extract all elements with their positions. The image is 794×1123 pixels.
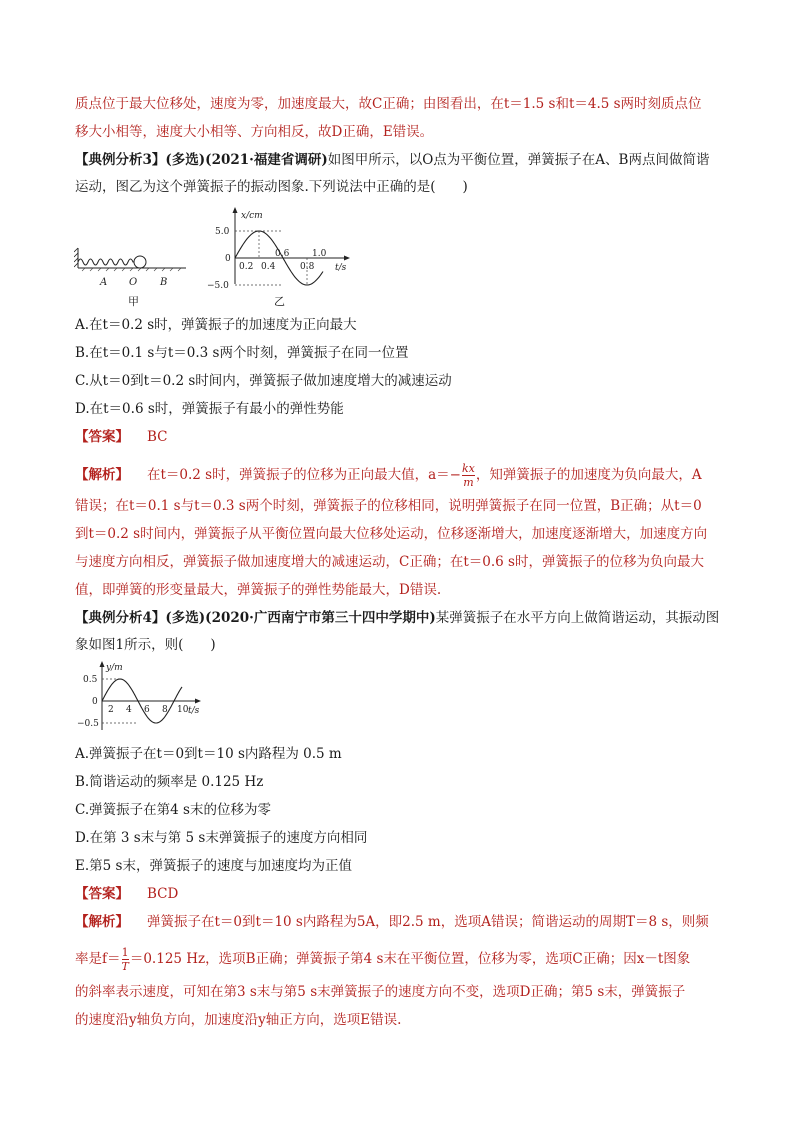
example-tag: 【典例分析3】 bbox=[75, 152, 166, 168]
label-a: A bbox=[100, 277, 108, 288]
analysis-text: ＝0.125 Hz，选项B正确；弹簧振子第4 s末在平衡位置，位移为零，选项C正确；因x－t图象 bbox=[129, 951, 691, 967]
label-o: O bbox=[129, 277, 138, 288]
analysis-text: 弹簧振子在t＝0到t＝10 s内路程为5A，即2.5 m，选项A错误；简谐运动的周期T＝8 s，则频 bbox=[147, 914, 709, 930]
example-4-question-line: 象如图1所示，则( ) bbox=[75, 637, 216, 653]
x-axis-label: t/s bbox=[188, 706, 200, 716]
x-tick-0.6: 0.6 bbox=[275, 249, 290, 259]
fraction-1-over-t: $\frac{1}{T}$ bbox=[121, 946, 129, 973]
option-b: B.在t＝0.1 s与t＝0.3 s两个时刻，弹簧振子在同一位置 bbox=[75, 345, 409, 361]
analysis-line bbox=[75, 946, 690, 973]
analysis-line: 与速度方向相反，弹簧振子做加速度增大的减速运动，C正确；在t＝0.6 s时，弹簧振子的位移为负向最大 bbox=[75, 554, 704, 570]
text-line: 移大小相等，速度大小相等、方向相反，故D正确，E错误。 bbox=[75, 124, 434, 140]
x-axis-label: t/s bbox=[335, 263, 347, 273]
y-tick-neg5: −5.0 bbox=[207, 281, 229, 290]
analysis-line: 到t＝0.2 s时间内，弹簧振子从平衡位置向最大位移处运动，位移逐渐增大，加速度逐渐增大，加速度方向 bbox=[75, 526, 708, 542]
analysis-line: 的斜率表示速度，可知在第3 s末与第5 s末弹簧振子的速度方向不变，选项D正确；第5 s末，弹簧振子 bbox=[75, 984, 686, 1000]
analysis-line bbox=[75, 462, 702, 489]
text-line: 质点位于最大位移处，速度为零，加速度最大，故C正确；由图看出，在t＝1.5 s和t＝4.5 s两时刻质点位 bbox=[75, 96, 702, 112]
option-d: D.在第 3 s末与第 5 s末弹簧振子的速度方向相同 bbox=[75, 830, 368, 846]
figure-yi-vibration-graph bbox=[205, 204, 355, 290]
x-tick-4: 4 bbox=[126, 705, 132, 715]
figure-yi-caption: 乙 bbox=[274, 295, 285, 308]
option-b: B.简谐运动的频率是 0.125 Hz bbox=[75, 774, 264, 790]
x-tick-0.8: 0.8 bbox=[300, 262, 315, 272]
figure-jia-spring-oscillator bbox=[74, 240, 194, 296]
x-tick-10: 10 bbox=[177, 705, 189, 715]
option-a: A.弹簧振子在t＝0到t＝10 s内路程为 0.5 m bbox=[75, 746, 342, 762]
analysis-label: 【解析】 bbox=[75, 467, 129, 483]
option-c: C.弹簧振子在第4 s末的位移为零 bbox=[75, 802, 271, 818]
x-tick-6: 6 bbox=[144, 705, 150, 715]
x-tick-0.2: 0.2 bbox=[239, 262, 254, 272]
analysis-label: 【解析】 bbox=[75, 914, 129, 930]
answer-line bbox=[75, 885, 178, 903]
option-a: A.在t＝0.2 s时，弹簧振子的加速度为正向最大 bbox=[75, 317, 357, 333]
fraction-kx-over-m: $\frac{kx}{m}$ bbox=[461, 462, 475, 489]
analysis-text: 在t＝0.2 s时，弹簧振子的位移为正向最大值，a＝− bbox=[147, 467, 461, 483]
y-axis-label: y/m bbox=[106, 663, 123, 673]
option-d: D.在t＝0.6 s时，弹簧振子有最小的弹性势能 bbox=[75, 401, 344, 417]
y-tick-0: 0 bbox=[92, 697, 98, 707]
y-tick-neg0.5: −0.5 bbox=[77, 719, 99, 729]
y-tick-5: 5.0 bbox=[215, 227, 230, 237]
analysis-line: 的速度沿y轴负方向，加速度沿y轴正方向，选项E错误. bbox=[75, 1012, 402, 1028]
x-tick-1.0: 1.0 bbox=[312, 249, 327, 259]
y-axis-label: x/cm bbox=[241, 211, 263, 221]
example-source: (多选)(2020·广西南宁市第三十四中学期中) bbox=[165, 610, 436, 626]
figure-jia-caption: 甲 bbox=[128, 295, 139, 308]
x-tick-0.4: 0.4 bbox=[261, 262, 276, 272]
question-text: 某弹簧振子在水平方向上做简谐运动，其振动图 bbox=[435, 610, 720, 626]
y-tick-0: 0 bbox=[225, 254, 231, 264]
x-tick-2: 2 bbox=[108, 705, 114, 715]
figure-1-vibration-graph bbox=[76, 658, 216, 734]
analysis-line bbox=[75, 913, 709, 931]
label-b: B bbox=[160, 277, 168, 288]
example-tag: 【典例分析4】 bbox=[75, 610, 166, 626]
answer-value: BCD bbox=[147, 886, 179, 902]
answer-value: BC bbox=[147, 429, 168, 445]
answer-label: 【答案】 bbox=[75, 886, 129, 902]
x-tick-8: 8 bbox=[162, 705, 168, 715]
y-tick-0.5: 0.5 bbox=[83, 675, 98, 685]
example-3-question-line bbox=[75, 151, 709, 169]
question-text: 如图甲所示，以O点为平衡位置，弹簧振子在A、B两点间做简谐 bbox=[327, 152, 710, 168]
example-3-question-line: 运动，图乙为这个弹簧振子的振动图象.下列说法中正确的是( ) bbox=[75, 179, 468, 195]
example-source: (多选)(2021·福建省调研) bbox=[165, 152, 328, 168]
answer-label: 【答案】 bbox=[75, 429, 129, 445]
analysis-text: 率是f＝ bbox=[75, 951, 121, 967]
option-e: E.第5 s末，弹簧振子的速度与加速度均为正值 bbox=[75, 858, 352, 874]
analysis-line: 错误；在t＝0.1 s与t＝0.3 s两个时刻，弹簧振子的位移相同，说明弹簧振子在同一位置，B正确；从t＝0 bbox=[75, 498, 702, 514]
answer-line bbox=[75, 428, 168, 446]
analysis-text: ，知弹簧振子的加速度为负向最大，A bbox=[475, 467, 702, 483]
analysis-line: 值，即弹簧的形变量最大，弹簧振子的弹性势能最大，D错误. bbox=[75, 582, 442, 598]
example-4-question-line bbox=[75, 609, 719, 627]
option-c: C.从t＝0到t＝0.2 s时间内，弹簧振子做加速度增大的减速运动 bbox=[75, 373, 452, 389]
